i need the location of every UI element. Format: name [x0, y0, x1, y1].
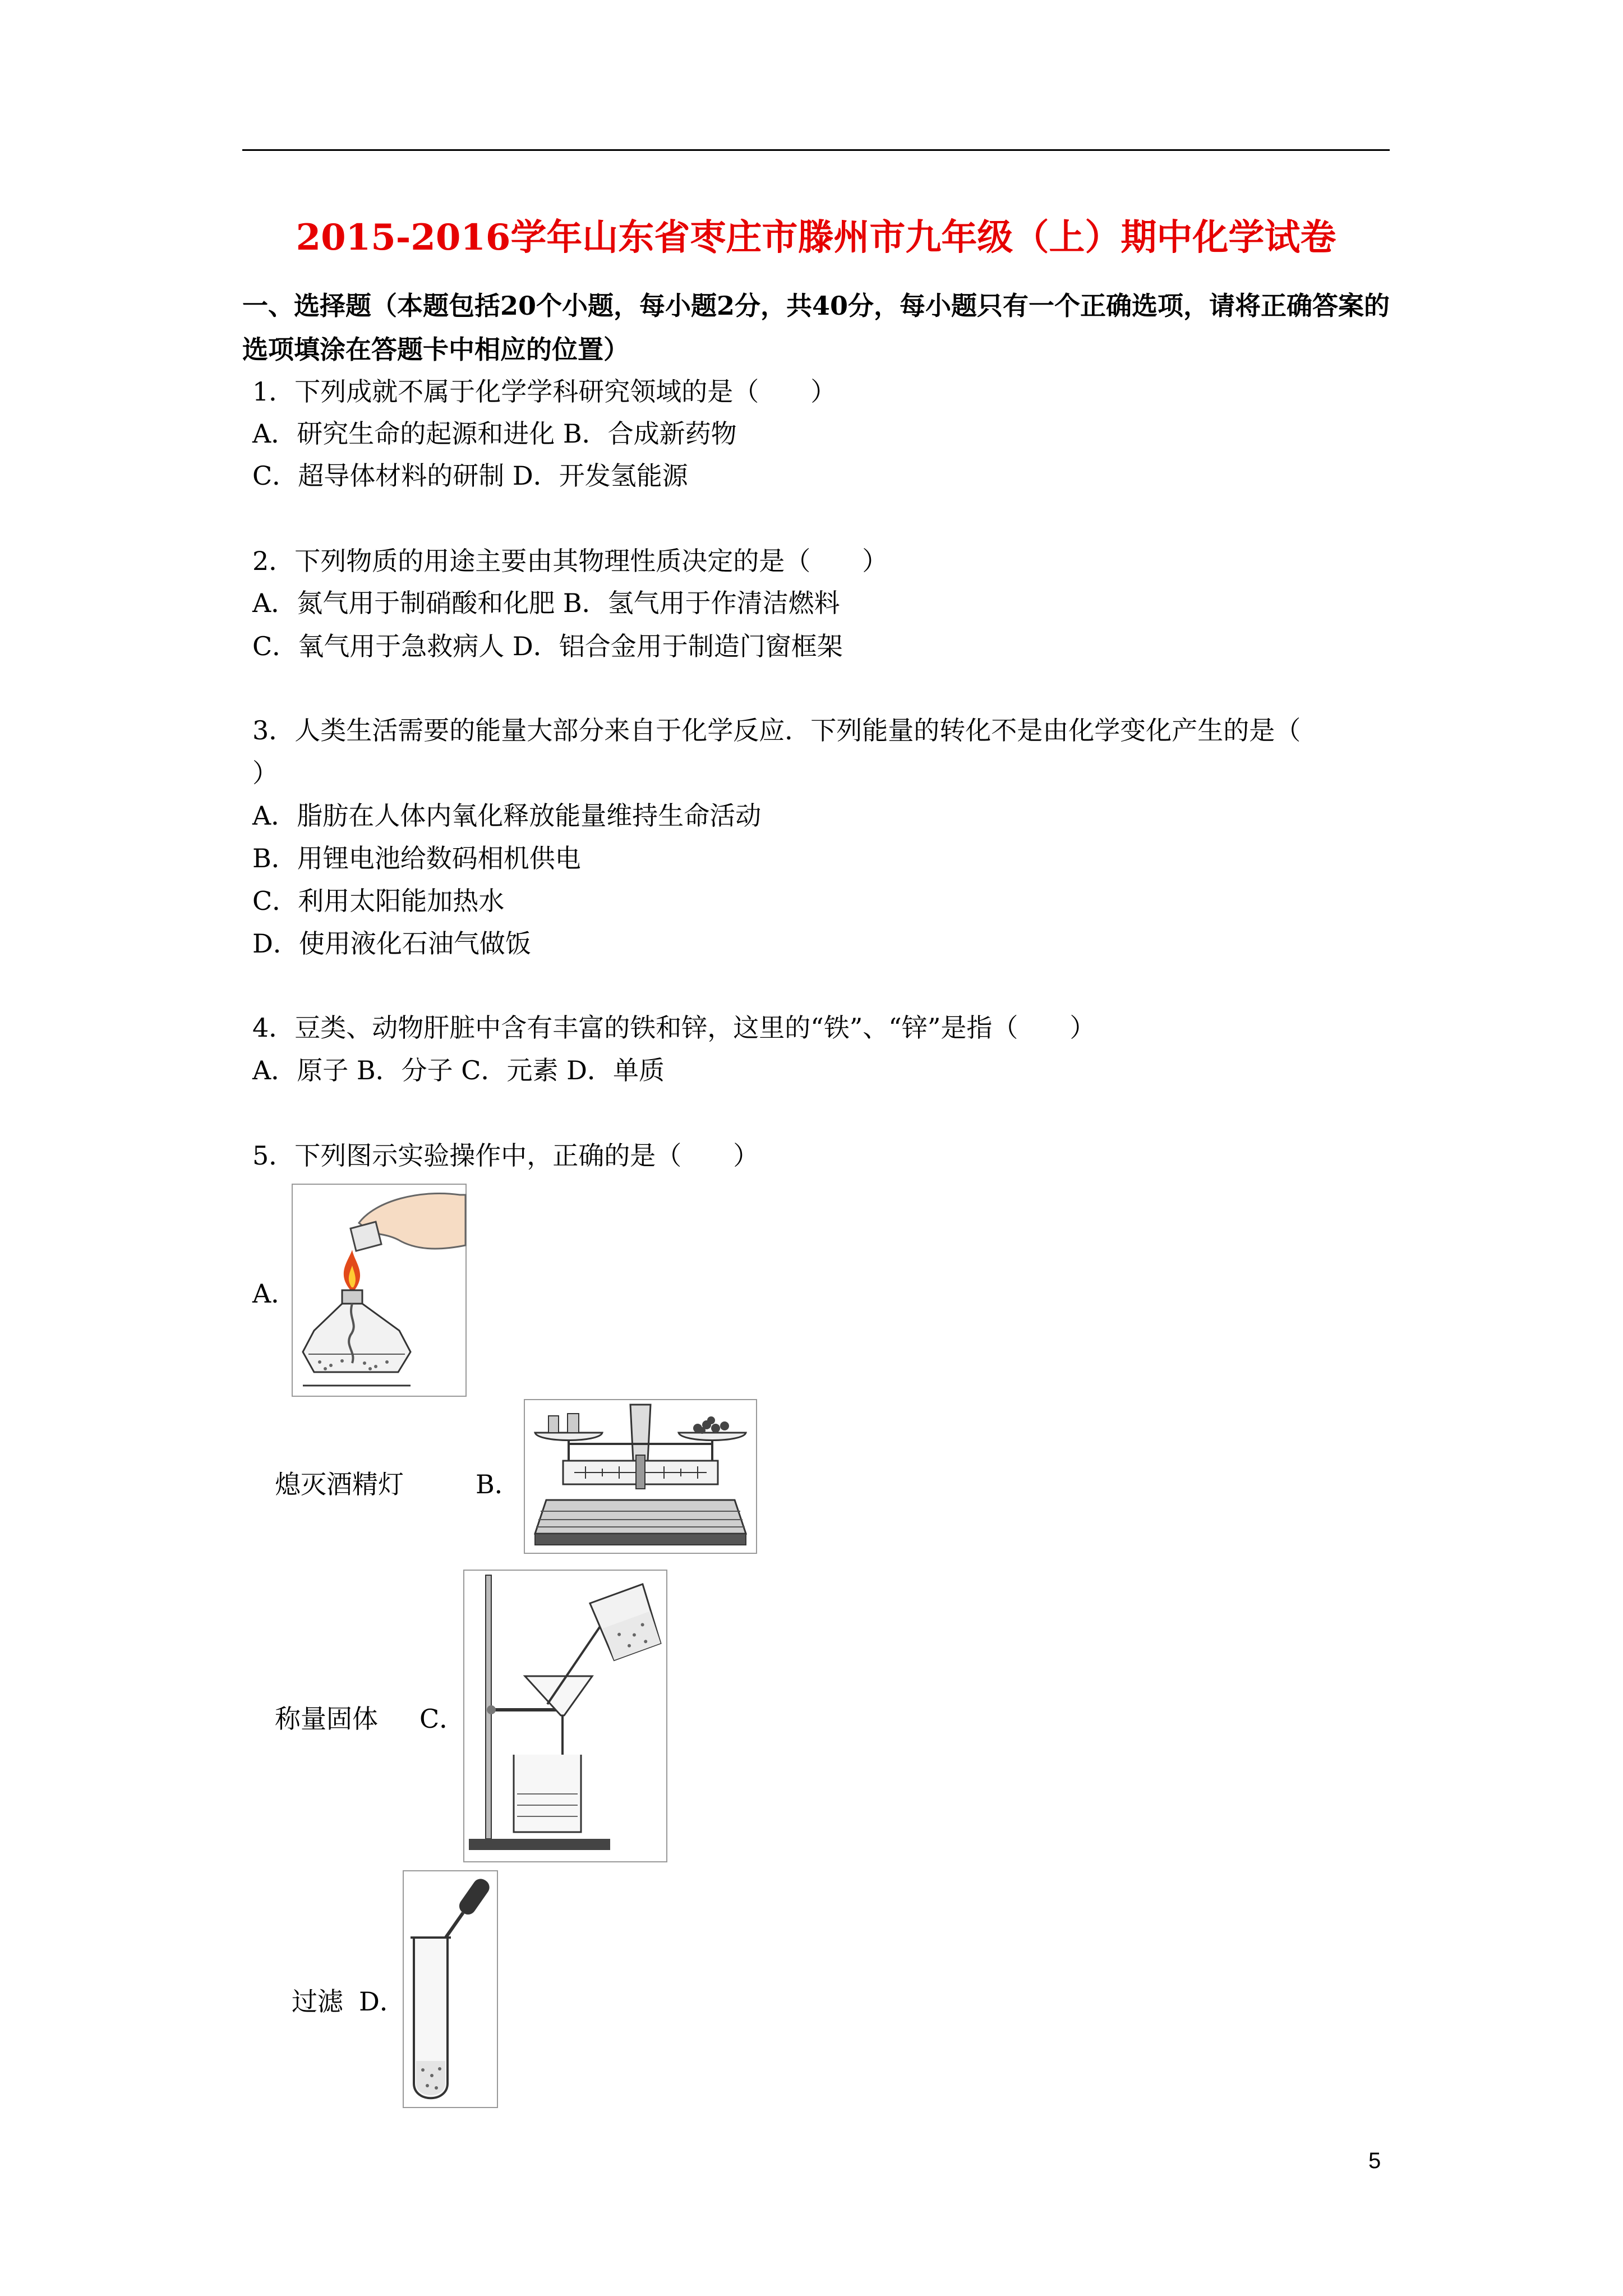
alcohol-lamp-icon — [292, 1184, 467, 1397]
dropper-icon — [403, 1870, 498, 2108]
filtration-icon — [463, 1570, 667, 1862]
figure-c-caption: 过滤 — [292, 1986, 343, 2017]
figure-alcohol-lamp — [292, 1184, 467, 1397]
page-number: 5 — [1368, 2148, 1381, 2173]
question-2-option-line-2: C．氧气用于急救病人 D．铝合金用于制造门窗框架 — [252, 631, 843, 661]
figure-c-label: C． — [419, 1704, 465, 1734]
question-1-option-line-1: A．研究生命的起源和进化 B．合成新药物 — [252, 418, 737, 449]
header-rule — [242, 149, 1390, 151]
question-3-option-c: C．利用太阳能加热水 — [252, 886, 505, 916]
figure-dropper — [403, 1870, 498, 2108]
figure-b-label: B． — [476, 1469, 520, 1499]
section-heading: 一、选择题（本题包括20个小题，每小题2分，共40分，每小题只有一个正确选项，请将正确答案的选项填涂在答题卡中相应的位置） — [242, 291, 1390, 365]
question-3-option-d: D．使用液化石油气做饭 — [252, 928, 531, 959]
figure-a-label: A． — [252, 1278, 297, 1309]
question-3-stem: 3．人类生活需要的能量大部分来自于化学反应．下列能量的转化不是由化学变化产生的是（ — [252, 715, 1301, 746]
question-4-stem: 4．豆类、动物肝脏中含有丰富的铁和锌，这里的“铁”、“锌”是指（ ） — [252, 1013, 1096, 1043]
question-5-stem: 5．下列图示实验操作中，正确的是（ ） — [252, 1140, 759, 1171]
question-3-option-a: A．脂肪在人体内氧化释放能量维持生命活动 — [252, 800, 762, 831]
figure-b-caption: 称量固体 — [275, 1704, 378, 1734]
question-4-options: A．原子 B．分子 C．元素 D．单质 — [252, 1055, 665, 1085]
question-1-option-line-2: C．超导体材料的研制 D．开发氢能源 — [252, 461, 688, 491]
balance-icon — [524, 1399, 757, 1554]
question-2-stem: 2．下列物质的用途主要由其物理性质决定的是（ ） — [252, 546, 888, 576]
figure-filtration — [463, 1570, 667, 1862]
figure-a-caption: 熄灭酒精灯 — [275, 1469, 404, 1499]
question-3-option-b: B．用锂电池给数码相机供电 — [252, 843, 581, 873]
question-1-stem: 1．下列成就不属于化学学科研究领域的是（ ） — [252, 376, 837, 407]
figure-d-label: D． — [359, 1986, 405, 2017]
question-3-stem-continued: ） — [252, 758, 278, 788]
exam-title: 2015-2016学年山东省枣庄市滕州市九年级（上）期中化学试卷 — [296, 217, 1336, 259]
question-2-option-line-1: A．氮气用于制硝酸和化肥 B．氢气用于作清洁燃料 — [252, 588, 840, 618]
figure-balance — [524, 1399, 757, 1554]
